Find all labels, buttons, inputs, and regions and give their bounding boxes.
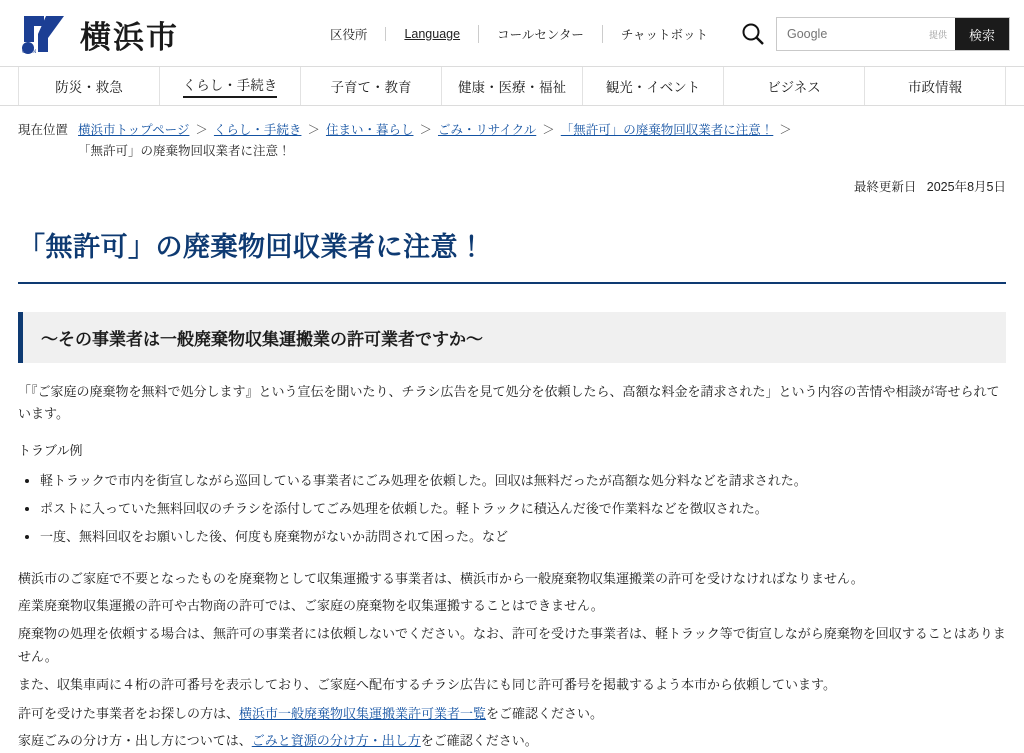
header-link-language[interactable]: Language — [385, 27, 478, 41]
article-body — [0, 381, 1024, 753]
trouble-examples-label: トラブル例 — [18, 443, 83, 459]
trouble-examples-list — [18, 467, 1006, 551]
gnav-label: 健康・医療・福祉 — [458, 80, 566, 95]
header-link-call-center[interactable]: コールセンター — [478, 25, 602, 43]
site-logo[interactable] — [18, 12, 179, 57]
notes-block — [18, 567, 1006, 753]
last-updated — [0, 167, 1024, 195]
search-box[interactable] — [776, 17, 1010, 51]
gnav-item-bousai[interactable] — [18, 67, 159, 105]
breadcrumb-separator: ＞ — [542, 123, 555, 137]
note-paragraph-4: また、収集車両に４桁の許可番号を表示しており、ご家庭へ配布するチラシ広告にも同じ許可番号を掲載するよう本市から依頼しています。 — [18, 676, 836, 692]
search-input[interactable] — [777, 18, 929, 50]
breadcrumb-item-top[interactable]: 横浜市トップページ — [78, 123, 190, 137]
link-line-permitted-operators — [18, 702, 1006, 725]
link-line-suffix: をご確認ください。 — [486, 705, 604, 721]
global-navigation — [0, 66, 1024, 106]
site-header — [0, 0, 1024, 66]
gnav-label: 防災・救急 — [55, 80, 123, 95]
breadcrumb-item-gomi[interactable]: ごみ・リサイクル — [437, 123, 537, 137]
breadcrumb-item-sumai[interactable]: 住まい・暮らし — [325, 123, 414, 137]
link-line-prefix: 家庭ごみの分け方・出し方については、 — [18, 733, 252, 749]
gnav-item-shisei[interactable] — [864, 67, 1006, 105]
link-sorting-guide[interactable]: ごみと資源の分け方・出し方 — [251, 733, 421, 749]
breadcrumb-separator: ＞ — [419, 123, 432, 137]
breadcrumb-item-mukyoka[interactable]: 「無許可」の廃棄物回収業者に注意！ — [560, 123, 774, 137]
note-paragraph-3: 廃棄物の処理を依頼する場合は、無許可の事業者には依頼しないでください。なお、許可を受けた事業者は、軽トラック等で街宣しながら廃棄物を回収することはありません。 — [18, 625, 1006, 665]
logo-text: 横浜市 — [80, 19, 179, 55]
last-updated-date: 2025年8月5日 — [926, 179, 1006, 194]
note-paragraph-1: 横浜市のご家庭で不要となったものを廃棄物として収集運搬する事業者は、横浜市から一般廃棄物収集運搬業の許可を受けなければなりません。 — [18, 570, 864, 586]
link-line-suffix: をご確認ください。 — [420, 733, 538, 749]
gnav-label: くらし・手続き — [183, 74, 278, 98]
intro-paragraph: 「『ご家庭の廃棄物を無料で処分します』という宣伝を聞いたり、チラシ広告を見て処分を依頼したら、高額な料金を請求された」という内容の苦情や相談が寄せられています。 — [18, 383, 1000, 422]
gnav-label: ビジネス — [767, 80, 821, 95]
breadcrumb-current: 「無許可」の廃棄物回収業者に注意！ — [78, 144, 291, 159]
gnav-label: 観光・イベント — [605, 80, 701, 95]
breadcrumb-separator: ＞ — [195, 123, 208, 137]
gnav-item-kenkou[interactable] — [441, 67, 582, 105]
lead-heading: ～その事業者は一般廃棄物収集運搬業の許可業者ですか～ — [18, 312, 1006, 363]
breadcrumb-separator: ＞ — [307, 123, 320, 137]
link-line-prefix: 許可を受けた事業者をお探しの方は、 — [18, 705, 240, 721]
breadcrumb — [0, 106, 1024, 167]
header-link-ward-office[interactable]: 区役所 — [329, 28, 368, 42]
gnav-item-kosodate[interactable] — [300, 67, 441, 105]
page-title: 「無許可」の廃棄物回収業者に注意！ — [18, 231, 486, 262]
gnav-item-kankou[interactable] — [582, 67, 723, 105]
header-link-chatbot[interactable]: チャットボット — [602, 25, 726, 43]
gnav-item-business[interactable] — [723, 67, 864, 105]
list-item: • 一度、無料回収をお願いした後、何度も廃棄物がないか訪問されて困った。など — [40, 523, 1006, 551]
gnav-label: 子育て・教育 — [330, 80, 412, 95]
note-paragraph-2: 産業廃棄物収集運搬の許可や古物商の許可では、ご家庭の廃棄物を収集運搬することはできません。 — [18, 598, 604, 614]
logo-sub-top: OPEN — [22, 49, 37, 55]
search-submit-button[interactable]: 検索 — [955, 18, 1009, 50]
breadcrumb-separator: ＞ — [779, 123, 792, 137]
last-updated-label: 最終更新日 — [853, 179, 917, 194]
gnav-item-kurashi[interactable] — [159, 67, 300, 105]
link-line-sorting-guide — [18, 729, 1006, 752]
open-yokohama-logo-icon — [18, 12, 70, 56]
search-provider-note: 提供 — [928, 29, 947, 40]
list-item: • 軽トラックで市内を街宣しながら巡回している事業者にごみ処理を依頼した。回収は無料だったが高額な処分料などを請求された。 — [40, 467, 1006, 495]
breadcrumb-label: 現在位置 — [18, 123, 69, 137]
gnav-label: 市政情報 — [908, 80, 962, 95]
link-permitted-operator-list[interactable]: 横浜市一般廃棄物収集運搬業許可業者一覧 — [239, 705, 487, 721]
search-icon[interactable] — [740, 21, 766, 47]
list-item: • ポストに入っていた無料回収のチラシを添付してごみ処理を依頼した。軽トラックに積込んだ後で作業料などを徴収された。 — [40, 495, 1006, 523]
breadcrumb-list — [78, 120, 798, 163]
title-divider — [18, 282, 1006, 284]
breadcrumb-item-kurashi[interactable]: くらし・手続き — [213, 123, 302, 137]
header-nav — [312, 17, 1010, 51]
